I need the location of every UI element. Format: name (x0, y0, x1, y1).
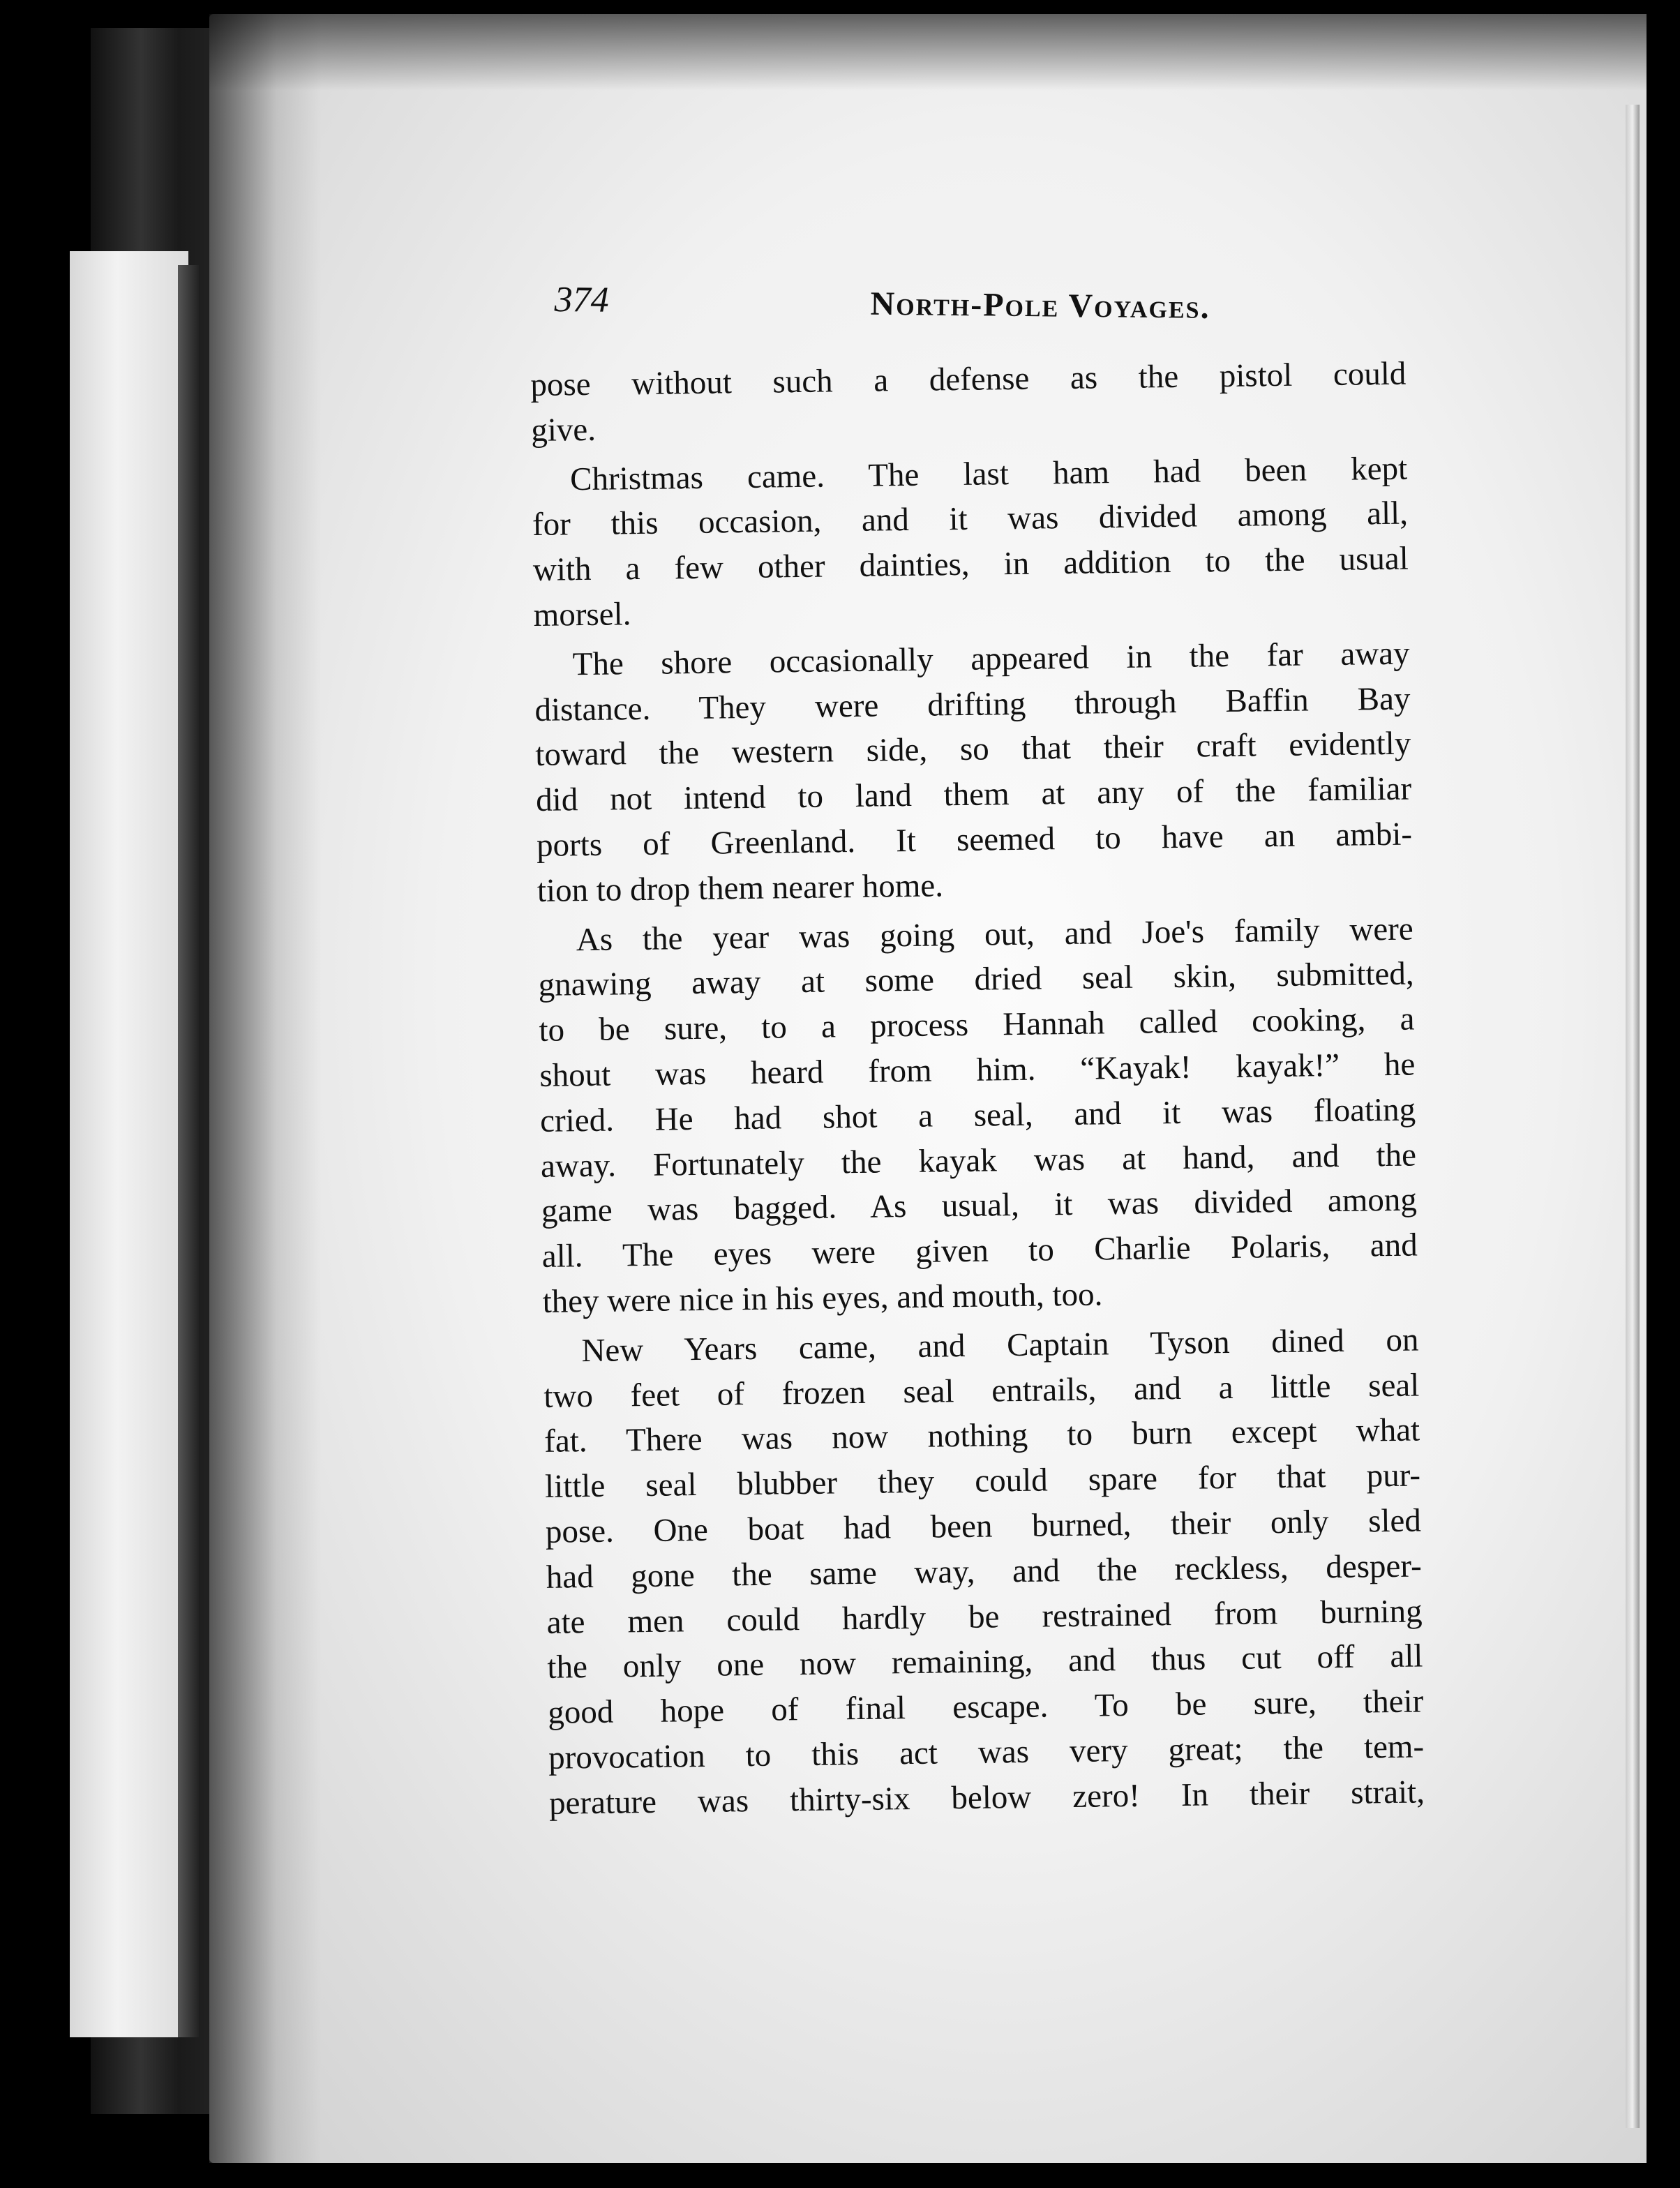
text-line: good hope of final escape. To be sure, their (547, 1683, 1424, 1731)
paragraph (534, 631, 1413, 913)
paragraph (530, 352, 1407, 454)
text-line: As the year was going out, and Joe's family were (576, 911, 1414, 958)
text-line: provocation to this act was very great; the tem- (548, 1728, 1425, 1776)
page-number: 374 (554, 279, 609, 320)
text-line: morsel. (533, 596, 631, 634)
paragraph (537, 906, 1418, 1325)
text-line: The shore occasionally appeared in the far away (572, 635, 1410, 683)
text-line: all. The eyes were given to Charlie Polaris, and (541, 1227, 1418, 1275)
text-line: game was bagged. As usual, it was divided among (541, 1181, 1418, 1230)
text-line: did not intend to land them at any of the familiar (535, 770, 1412, 819)
text-line: pose. One boat had been burned, their only sled (545, 1502, 1422, 1550)
text-line: they were nice in his eyes, and mouth, too. (542, 1276, 1103, 1320)
text-line: little seal blubber they could spare for that pur- (544, 1457, 1421, 1505)
running-title: North-Pole Voyages. (870, 285, 1210, 326)
running-head (554, 279, 1210, 342)
text-line: for this occasion, and it was divided among all, (532, 495, 1409, 544)
text-line: had gone the same way, and the reckless, desper- (546, 1548, 1423, 1596)
text-line: to be sure, to a process Hannah called cooking, a (539, 1001, 1415, 1049)
page-stack-shadow (178, 265, 199, 2037)
text-line: New Years came, and Captain Tyson dined on (581, 1321, 1419, 1369)
text-line: give. (530, 411, 597, 449)
text-line: two feet of frozen seal entrails, and a little seal (543, 1366, 1420, 1415)
text-line: ports of Greenland. It seemed to have an ambi- (536, 816, 1413, 864)
page-stack-edge (70, 251, 188, 2037)
text-line: with a few other dainties, in addition to the usual (532, 540, 1409, 589)
text-line: fat. There was now nothing to burn except what (543, 1411, 1420, 1460)
text-line: gnawing away at some dried seal skin, submitted, (538, 955, 1414, 1004)
paragraph (543, 1317, 1425, 1826)
text-line: tion to drop them nearer home. (537, 867, 944, 909)
text-line: ate men could hardly be restrained from burning (546, 1592, 1423, 1641)
page-right-edge (1626, 105, 1640, 2128)
text-line: shout was heard from him. “Kayak! kayak!” he (539, 1046, 1416, 1094)
paragraph (532, 446, 1409, 638)
text-line: pose without such a defense as the pistol could (530, 355, 1407, 403)
body-text (530, 352, 1425, 1831)
text-line: the only one now remaining, and thus cut off all (547, 1638, 1423, 1686)
text-line: toward the western side, so that their craft evidently (535, 725, 1411, 774)
text-line: away. Fortunately the kayak was at hand, and the (540, 1137, 1417, 1185)
text-line: cried. He had shot a seal, and it was floating (539, 1091, 1416, 1139)
text-line: perature was thirty-six below zero! In their strait, (548, 1774, 1425, 1822)
text-line: Christmas came. The last ham had been kept (569, 450, 1408, 497)
text-line: distance. They were drifting through Baffin Bay (534, 680, 1411, 728)
